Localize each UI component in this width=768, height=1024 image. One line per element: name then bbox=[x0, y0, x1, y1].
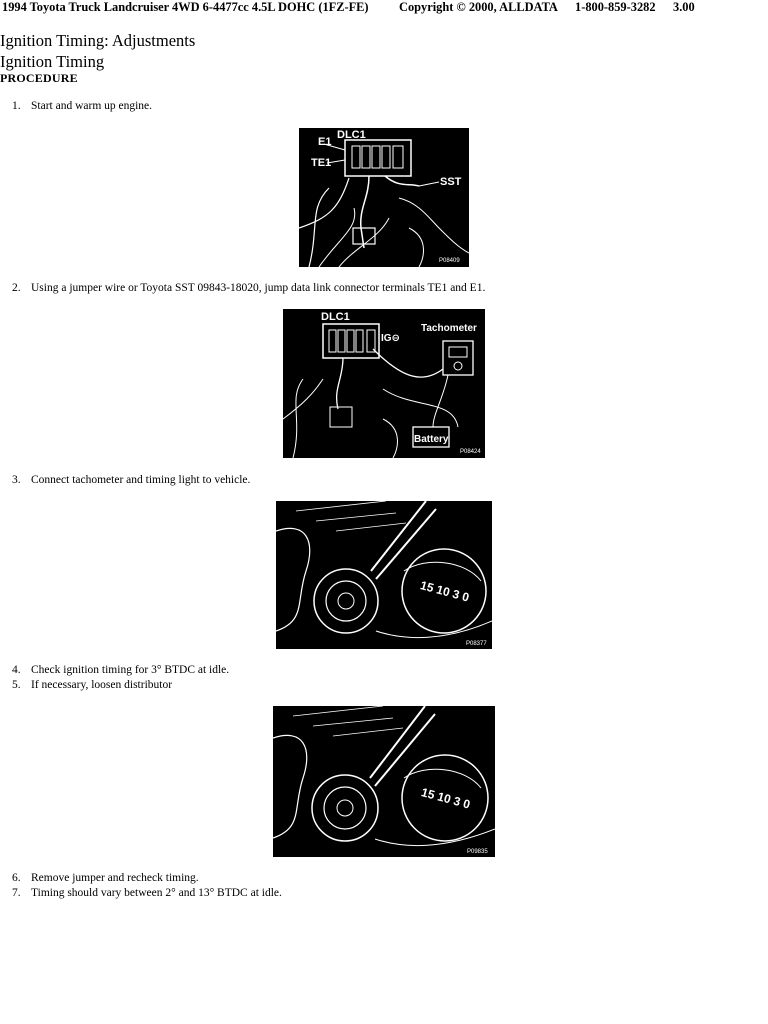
page-header bbox=[2, 0, 766, 16]
step-number: 6. bbox=[12, 872, 21, 884]
te1-label: TE1 bbox=[311, 157, 332, 169]
step-number: 7. bbox=[12, 887, 21, 899]
figure-code: P08377 bbox=[466, 641, 487, 647]
step-item bbox=[12, 282, 485, 294]
figure-timing-check bbox=[273, 706, 495, 857]
step-number: 3. bbox=[12, 474, 21, 486]
step-text: Timing should vary between 2° and 13° BTDC at idle. bbox=[31, 887, 282, 899]
battery-label: Battery bbox=[414, 434, 449, 445]
phone-number: 1-800-859-3282 bbox=[575, 0, 656, 14]
step-item bbox=[12, 679, 172, 691]
page-subtitle: Ignition Timing bbox=[0, 52, 105, 71]
timing-scale-label: 15 10 3 0 bbox=[419, 785, 472, 812]
figure-dlc1-connector bbox=[299, 128, 469, 267]
step-item bbox=[12, 872, 199, 884]
figure-timing-marks bbox=[276, 501, 492, 649]
step-item bbox=[12, 474, 250, 486]
step-number: 2. bbox=[12, 282, 21, 294]
copyright-text: Copyright © 2000, ALLDATA bbox=[399, 0, 558, 14]
dlc1-label: DLC1 bbox=[337, 129, 366, 141]
tachometer-label: Tachometer bbox=[421, 323, 477, 334]
e1-label: E1 bbox=[318, 136, 332, 148]
step-text: Check ignition timing for 3° BTDC at idle. bbox=[31, 664, 230, 676]
step-text: Start and warm up engine. bbox=[31, 100, 153, 112]
figure-code: P08424 bbox=[460, 449, 481, 455]
section-heading: PROCEDURE bbox=[0, 71, 78, 85]
step-number: 4. bbox=[12, 664, 21, 676]
step-item bbox=[12, 100, 152, 112]
step-text: Remove jumper and recheck timing. bbox=[31, 872, 199, 884]
figure-tachometer-connection bbox=[283, 309, 485, 458]
timing-scale-label: 15 10 3 0 bbox=[418, 578, 471, 605]
sst-label: SST bbox=[440, 176, 462, 188]
figure-code: P09835 bbox=[467, 849, 488, 855]
step-number: 5. bbox=[12, 679, 21, 691]
step-text: Using a jumper wire or Toyota SST 09843-18020, jump data link connector terminals TE1 and E1. bbox=[31, 282, 486, 294]
ig-label: IG⊖ bbox=[381, 333, 400, 344]
step-number: 1. bbox=[12, 100, 21, 112]
version-number: 3.00 bbox=[673, 0, 695, 14]
step-text: Connect tachometer and timing light to vehicle. bbox=[31, 474, 251, 486]
step-text: If necessary, loosen distributor bbox=[31, 679, 173, 691]
page-title: Ignition Timing: Adjustments bbox=[0, 31, 196, 50]
step-item bbox=[12, 664, 229, 676]
vehicle-title: 1994 Toyota Truck Landcruiser 4WD 6-4477cc 4.5L DOHC (1FZ-FE) bbox=[2, 0, 369, 14]
step-item bbox=[12, 887, 282, 899]
figure-code: P08409 bbox=[439, 258, 460, 264]
dlc1-label: DLC1 bbox=[321, 311, 350, 323]
